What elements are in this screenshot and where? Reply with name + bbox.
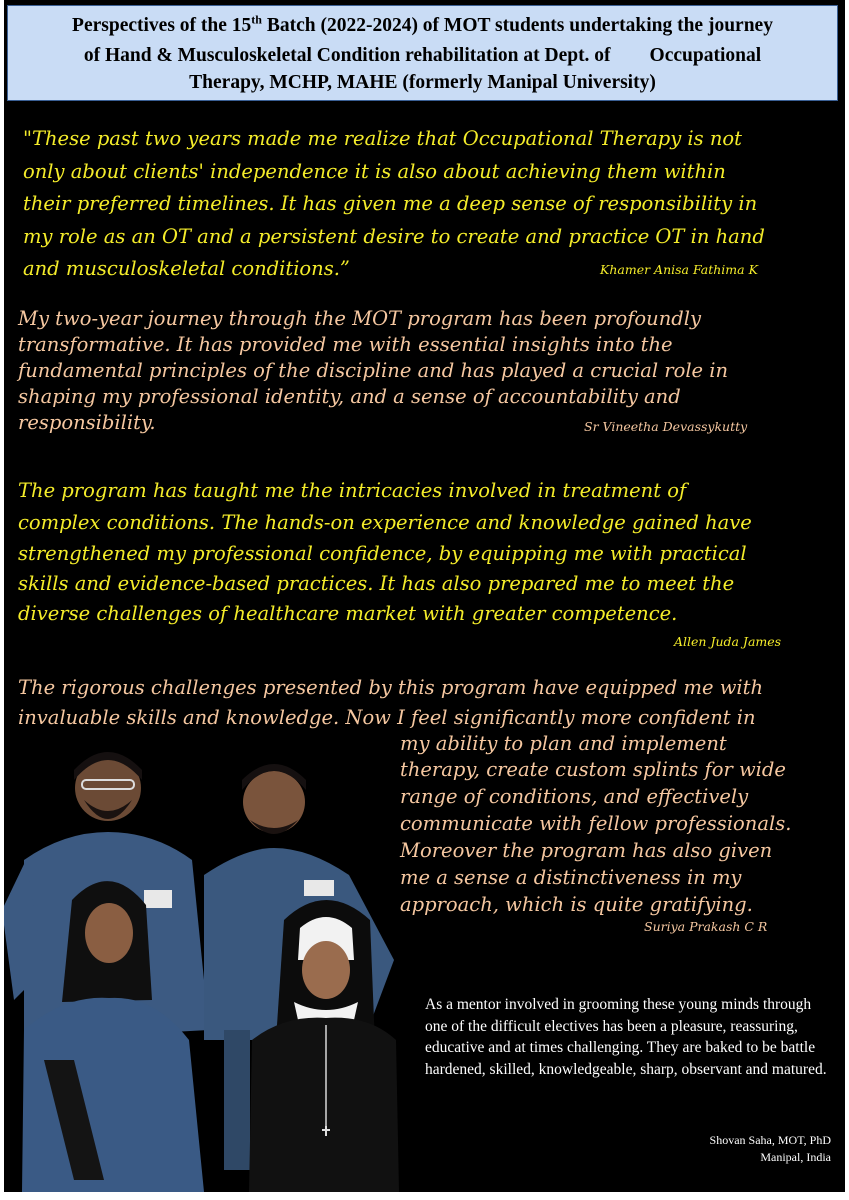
testimonial-author: Allen Juda James: [674, 634, 782, 649]
testimonial-line: responsibility.: [18, 411, 156, 434]
testimonial-line: skills and evidence-based practices. It has also prepared me to meet the: [18, 572, 735, 595]
header-line-3: Therapy, MCHP, MAHE (formerly Manipal University): [189, 72, 656, 93]
testimonial-line: fundamental principles of the discipline and has played a crucial role in: [18, 359, 729, 382]
testimonial-line: approach, which is quite gratifying.: [400, 893, 753, 916]
mentor-signature-location: Manipal, India: [760, 1150, 831, 1164]
testimonial-line: my ability to plan and implement: [400, 732, 727, 755]
testimonial-line: therapy, create custom splints for wide: [400, 758, 786, 781]
mentor-note: As a mentor involved in grooming these young minds through one of the difficult electives has been a pleasure, reassuring, educative and at times challenging. They are baked to be battle hardened, skilled, knowledgeable, sharp, observant and matured.: [425, 996, 827, 1078]
testimonial-line: complex conditions. The hands-on experience and knowledge gained have: [18, 511, 752, 534]
testimonial-line: and musculoskeletal conditions.”: [23, 257, 350, 280]
testimonial-line: "These past two years made me realize that Occupational Therapy is not: [23, 127, 742, 150]
testimonial-line: My two-year journey through the MOT program has been profoundly: [18, 307, 701, 330]
testimonial-line: communicate with fellow professionals.: [400, 812, 792, 835]
testimonial-line: me a sense a distinctiveness in my: [400, 866, 742, 889]
group-photo-icon: [4, 740, 404, 1192]
testimonial-line: strengthened my professional confidence, by equipping me with practical: [18, 542, 747, 565]
testimonial-line: invaluable skills and knowledge. Now I feel significantly more confident in: [18, 706, 756, 729]
testimonial-line: The program has taught me the intricacies involved in treatment of: [18, 479, 687, 502]
testimonial-author: Suriya Prakash C R: [644, 919, 768, 934]
testimonial-line: their preferred timelines. It has given me a deep sense of responsibility in: [23, 192, 758, 215]
testimonial-line: my role as an OT and a persistent desire to create and practice OT in hand: [23, 225, 765, 248]
poster-header: [7, 5, 838, 101]
testimonial-line: only about clients' independence it is also about achieving them within: [23, 160, 726, 183]
testimonial-author: Khamer Anisa Fathima K: [600, 262, 758, 277]
header-line-1: Perspectives of the 15th Batch (2022-2024) of MOT students undertaking the journey: [72, 12, 773, 36]
testimonial-line: The rigorous challenges presented by this program have equipped me with: [18, 676, 764, 699]
testimonial-line: transformative. It has provided me with essential insights into the: [18, 333, 673, 356]
testimonial-line: shaping my professional identity, and a sense of accountability and: [18, 385, 681, 408]
testimonial-author: Sr Vineetha Devassykutty: [584, 419, 748, 434]
header-line-2: of Hand & Musculoskeletal Condition rehabilitation at Dept. of Occupational: [83, 45, 762, 66]
poster-panel: [4, 0, 845, 1192]
testimonial-line: diverse challenges of healthcare market with greater competence.: [18, 602, 678, 625]
testimonial-line: Moreover the program has also given: [400, 839, 773, 862]
mentor-signature-name: Shovan Saha, MOT, PhD: [709, 1133, 831, 1147]
testimonial-line: range of conditions, and effectively: [400, 785, 749, 808]
